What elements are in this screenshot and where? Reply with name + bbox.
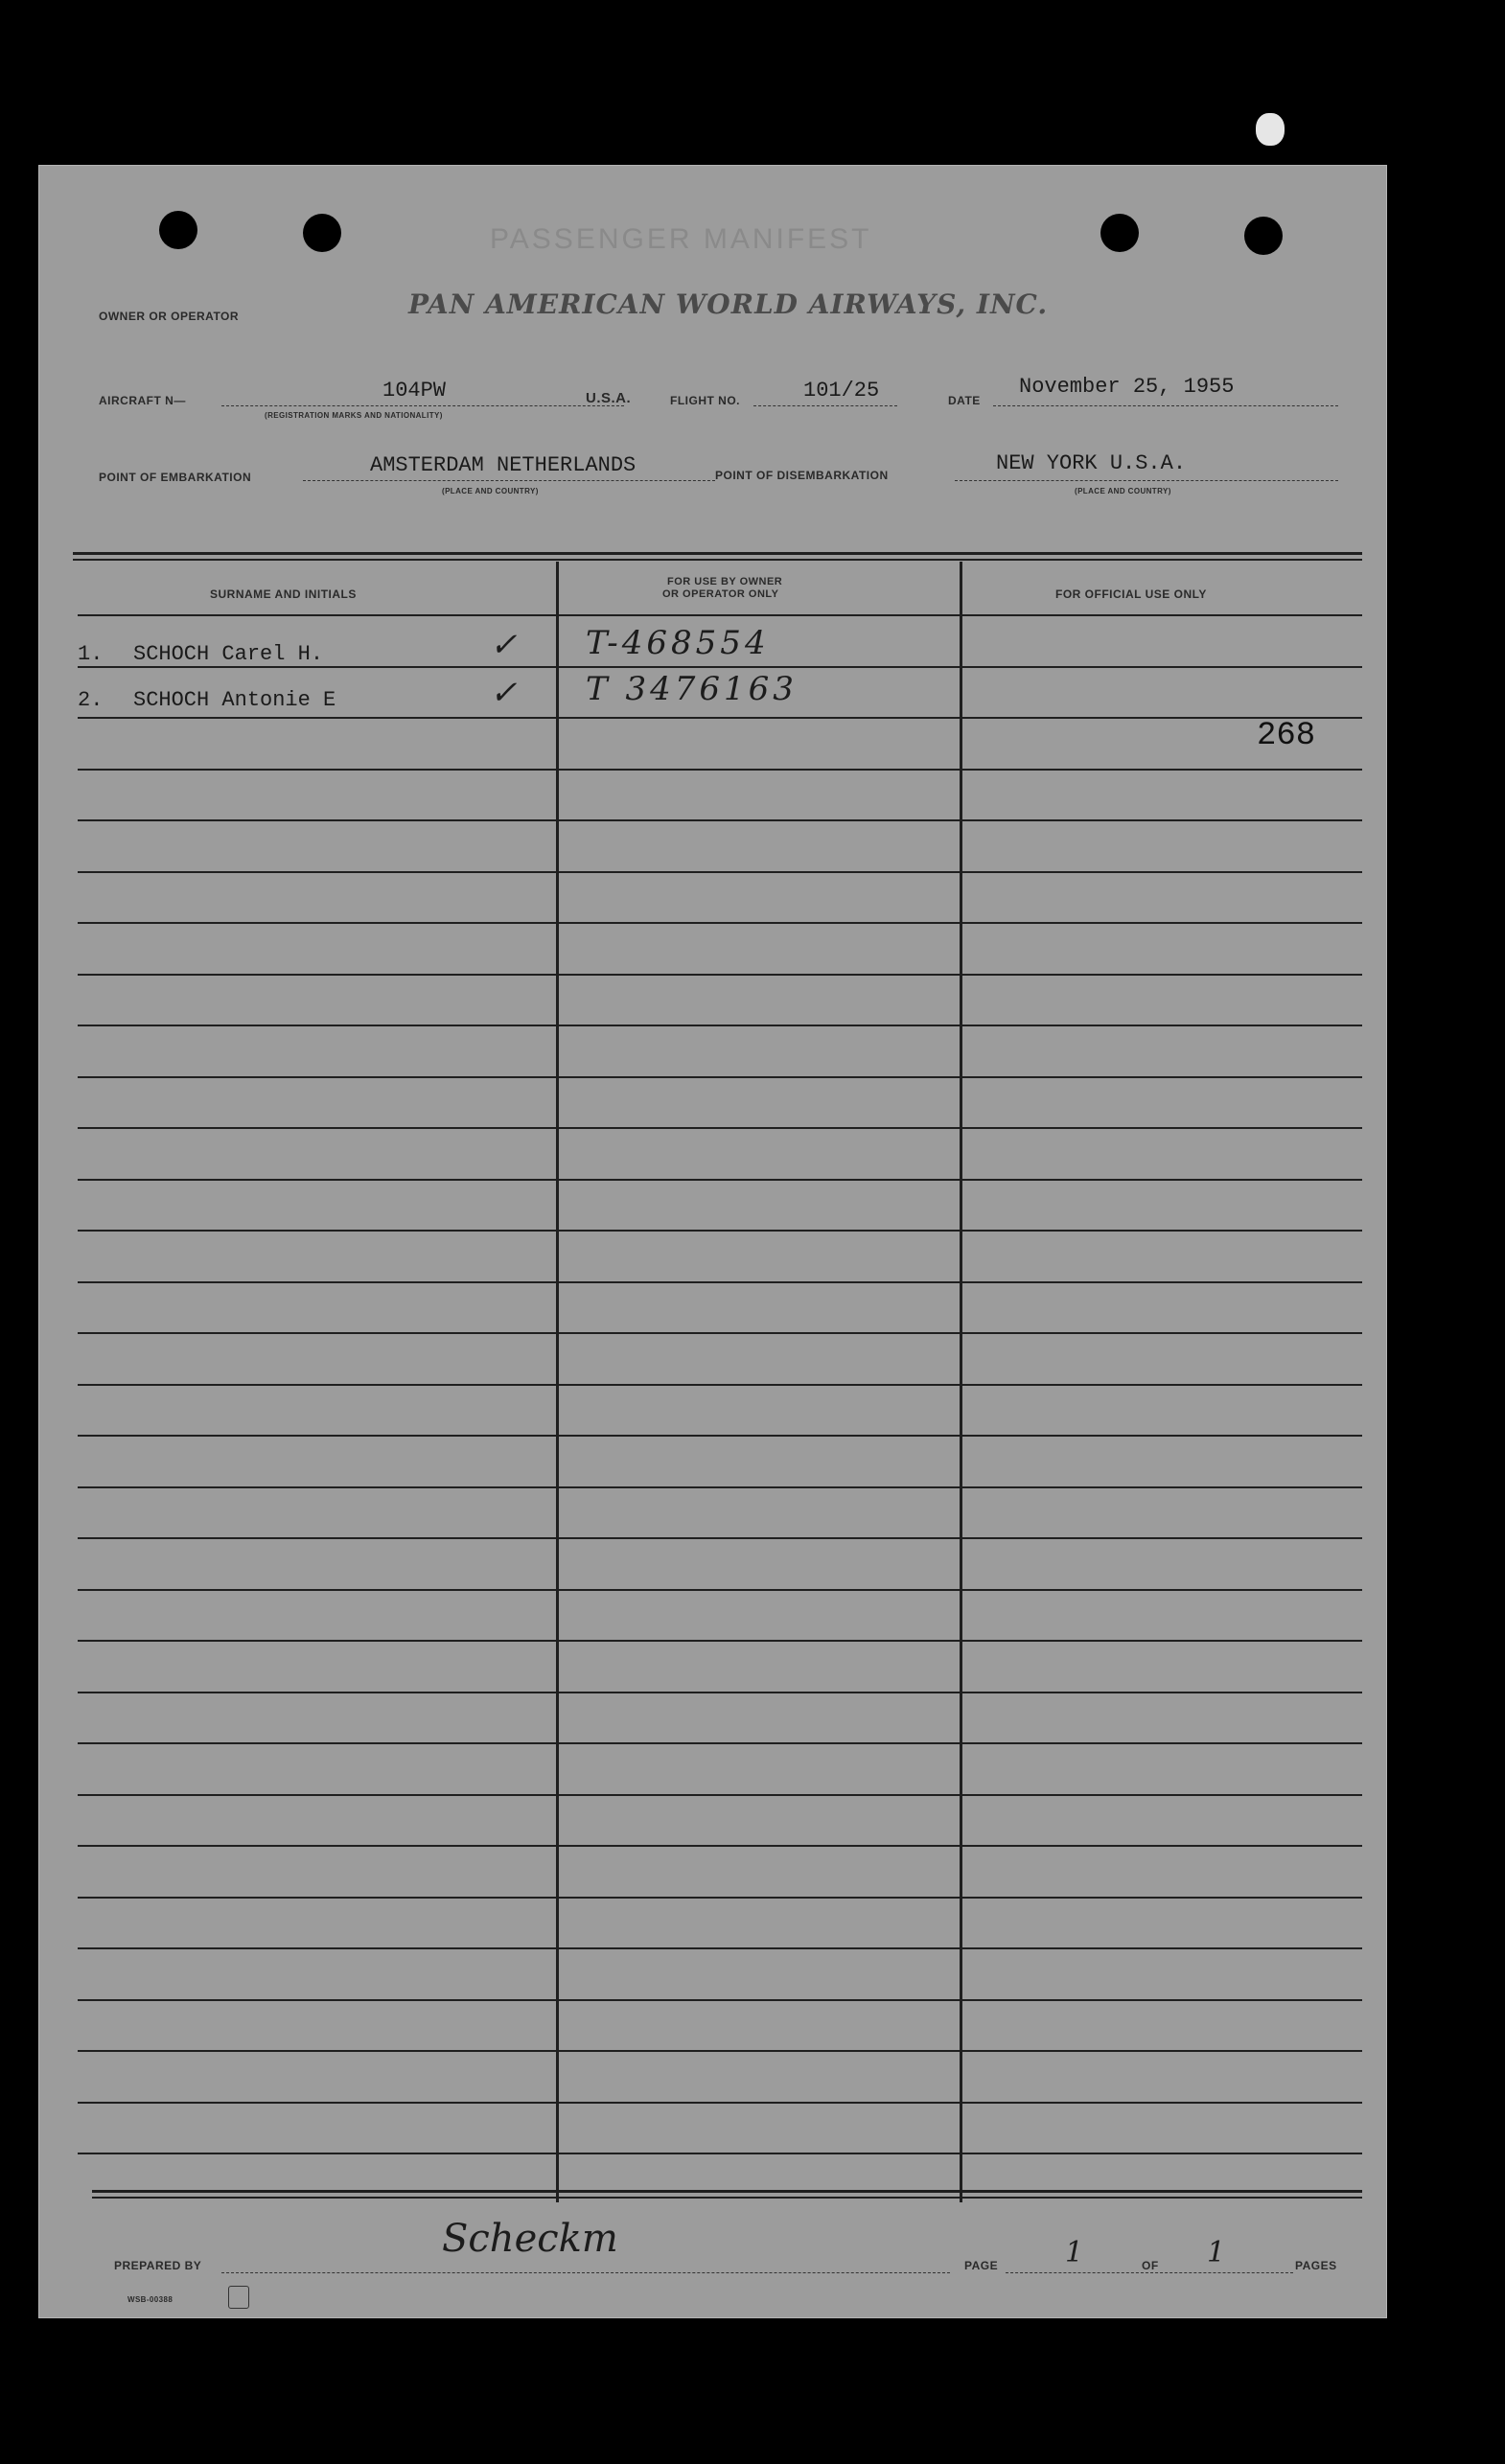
table-row-line xyxy=(78,2153,1362,2154)
aircraft-value: 104PW xyxy=(382,379,447,403)
table-row-line xyxy=(78,1179,1362,1181)
owner-name: PAN AMERICAN WORLD AIRWAYS, INC. xyxy=(408,288,1049,320)
table-row-line xyxy=(78,1640,1362,1642)
check-mark: ✓ xyxy=(490,626,521,664)
usa-label: U.S.A. xyxy=(586,390,632,406)
column-divider xyxy=(960,562,962,2202)
col-official: FOR OFFICIAL USE ONLY xyxy=(1055,587,1207,601)
table-row-line xyxy=(78,769,1362,771)
column-divider xyxy=(556,562,559,2202)
table-row-line xyxy=(78,1794,1362,1796)
col-surname: SURNAME AND INITIALS xyxy=(210,587,357,601)
union-label-icon xyxy=(228,2286,249,2309)
embark-label: POINT OF EMBARKATION xyxy=(99,471,252,484)
passenger-name: SCHOCH Carel H. xyxy=(133,642,324,666)
table-row-line xyxy=(78,1897,1362,1899)
embark-value: AMSTERDAM NETHERLANDS xyxy=(370,453,637,477)
table-row-line xyxy=(78,974,1362,976)
page-label: PAGE xyxy=(964,2259,999,2272)
table-row-line xyxy=(78,871,1362,873)
passenger-num: 1. xyxy=(78,642,104,666)
table-row-line xyxy=(78,1742,1362,1744)
table-row-line xyxy=(78,819,1362,821)
table-row-line xyxy=(78,1384,1362,1386)
check-mark: ✓ xyxy=(490,674,521,712)
passenger-code: T 3476163 xyxy=(586,670,798,708)
table-row-line xyxy=(78,1332,1362,1334)
signature: Scheckm xyxy=(442,2217,618,2261)
flight-label: FLIGHT NO. xyxy=(670,394,740,407)
passenger-num: 2. xyxy=(78,688,104,712)
col-owner-1: FOR USE BY OWNER xyxy=(667,576,783,587)
passenger-code: T-468554 xyxy=(586,624,770,662)
punch-hole xyxy=(159,211,197,249)
table-row-line xyxy=(78,1999,1362,2001)
prepared-label: PREPARED BY xyxy=(114,2259,202,2272)
date-value: November 25, 1955 xyxy=(1019,375,1235,399)
table-row-line xyxy=(78,1486,1362,1488)
table-row-line xyxy=(78,2102,1362,2104)
punch-hole xyxy=(303,214,341,252)
disembark-value: NEW YORK U.S.A. xyxy=(996,451,1187,475)
official-number: 268 xyxy=(1257,718,1316,754)
table-row-line xyxy=(78,1692,1362,1693)
aircraft-sub: (REGISTRATION MARKS AND NATIONALITY) xyxy=(265,411,443,420)
pages-label: PAGES xyxy=(1295,2259,1337,2272)
table-row-line xyxy=(78,922,1362,924)
table-row-line xyxy=(78,1025,1362,1026)
disembark-label: POINT OF DISEMBARKATION xyxy=(715,469,889,482)
table-row-line xyxy=(78,1230,1362,1232)
paper-scrap xyxy=(1256,113,1285,146)
of-value: 1 xyxy=(1207,2236,1230,2269)
table-row-line xyxy=(78,2050,1362,2052)
punch-hole xyxy=(1100,214,1139,252)
of-label: OF xyxy=(1142,2259,1159,2272)
passenger-name: SCHOCH Antonie E xyxy=(133,688,336,712)
page-value: 1 xyxy=(1065,2236,1088,2269)
table-row-line xyxy=(78,1076,1362,1078)
table-row-line xyxy=(78,1127,1362,1129)
table-row-line xyxy=(78,1435,1362,1437)
aircraft-label: AIRCRAFT N— xyxy=(99,394,186,407)
table-row-line xyxy=(78,614,1362,616)
table-row-line xyxy=(78,1845,1362,1847)
form-code: WSB-00388 xyxy=(127,2295,174,2304)
manifest-page xyxy=(38,165,1387,2318)
table-row-line xyxy=(78,1947,1362,1949)
ghost-title: PASSENGER MANIFEST xyxy=(490,223,872,255)
disembark-sub: (PLACE AND COUNTRY) xyxy=(1075,487,1171,495)
col-owner-2: OR OPERATOR ONLY xyxy=(662,588,779,600)
table-row-line xyxy=(78,1537,1362,1539)
owner-label: OWNER OR OPERATOR xyxy=(99,310,240,323)
table-row-line xyxy=(78,666,1362,668)
table-row-line xyxy=(78,717,1362,719)
punch-hole xyxy=(1244,217,1283,255)
table-row-line xyxy=(78,1281,1362,1283)
date-label: DATE xyxy=(948,394,981,407)
table-row-line xyxy=(78,1589,1362,1591)
embark-sub: (PLACE AND COUNTRY) xyxy=(442,487,539,495)
flight-value: 101/25 xyxy=(803,379,880,403)
